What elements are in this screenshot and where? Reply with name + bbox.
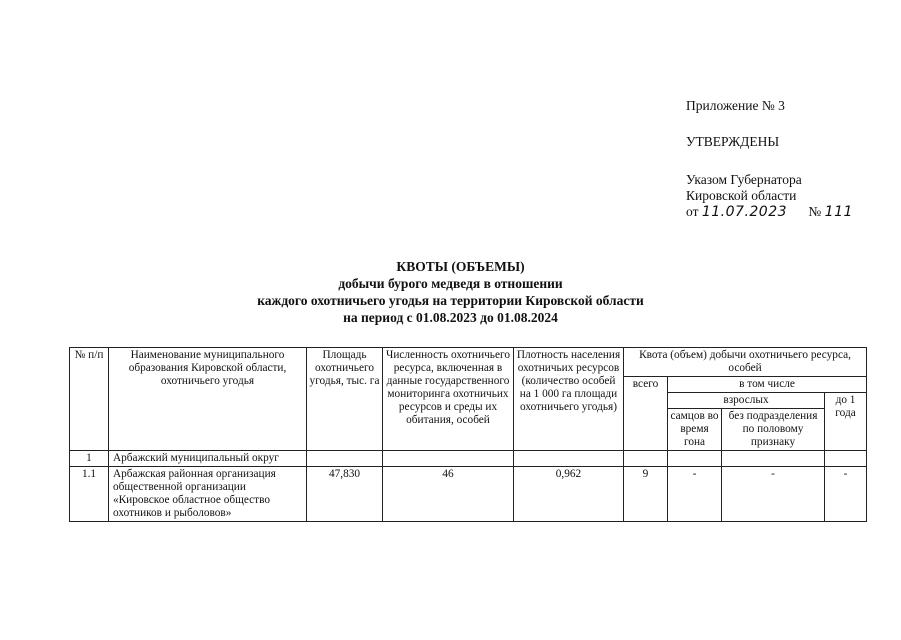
cell-total: 9 <box>624 467 668 522</box>
table-row <box>70 451 867 467</box>
table-row <box>70 467 867 522</box>
decree-date-line <box>686 204 853 220</box>
decree-line-1: Указом Губернатора <box>686 172 802 187</box>
date-prefix: от <box>686 204 699 219</box>
decree-date: 11.07.2023 <box>701 204 788 220</box>
header-row-1 <box>70 348 867 377</box>
cell-name: Арбажская районная организация общественной организации «Кировское областное общество охотников и рыболовов» <box>109 467 307 522</box>
header-males-rut: самцов во время гона <box>668 409 722 451</box>
cell-area <box>307 451 383 467</box>
title-line-2: добычи бурого медведя в отношении <box>338 276 563 291</box>
decree-number: 111 <box>824 204 853 220</box>
cell-num: 1 <box>70 451 109 467</box>
title-line-3: каждого охотничьего угодья на территории Кировской области <box>257 293 644 308</box>
header-name: Наименование муниципального образования Кировской области, охотничьего угодья <box>109 348 307 451</box>
cell-name: Арбажский муниципальный округ <box>109 451 307 467</box>
cell-nosex <box>722 451 825 467</box>
cell-under1 <box>825 451 867 467</box>
title-line-1: КВОТЫ (ОБЪЕМЫ) <box>396 259 525 274</box>
cell-density <box>514 451 624 467</box>
decree-line-2: Кировской области <box>686 188 797 203</box>
cell-area: 47,830 <box>307 467 383 522</box>
number-label: № <box>808 204 822 219</box>
header-including: в том числе <box>668 377 867 393</box>
header-quota: Квота (объем) добычи охотничьего ресурса, особей <box>624 348 867 377</box>
cell-population: 46 <box>383 467 514 522</box>
document-title <box>0 258 901 326</box>
header-area: Площадь охотничьего угодья, тыс. га <box>307 348 383 451</box>
cell-nosex: - <box>722 467 825 522</box>
header-adults: взрослых <box>668 393 825 409</box>
quota-table <box>69 347 867 522</box>
cell-density: 0,962 <box>514 467 624 522</box>
cell-under1: - <box>825 467 867 522</box>
header-density: Плотность населения охотничьих ресурсов (количество особей на 1 000 га площади охотничьего угодья) <box>514 348 624 451</box>
header-population: Численность охотничьего ресурса, включенная в данные государственного мониторинга охотничьих ресурсов и среды их обитания, особей <box>383 348 514 451</box>
title-line-4: на период с 01.08.2023 до 01.08.2024 <box>343 310 558 325</box>
cell-num: 1.1 <box>70 467 109 522</box>
cell-males: - <box>668 467 722 522</box>
cell-total <box>624 451 668 467</box>
approval-block <box>686 98 853 220</box>
approved-label: УТВЕРЖДЕНЫ <box>686 134 780 149</box>
header-total: всего <box>624 377 668 451</box>
header-no-sex-split: без подразделения по половому признаку <box>722 409 825 451</box>
appendix-label: Приложение № 3 <box>686 98 785 113</box>
cell-males <box>668 451 722 467</box>
header-under1: до 1 года <box>825 393 867 451</box>
header-num: № п/п <box>70 348 109 451</box>
cell-population <box>383 451 514 467</box>
